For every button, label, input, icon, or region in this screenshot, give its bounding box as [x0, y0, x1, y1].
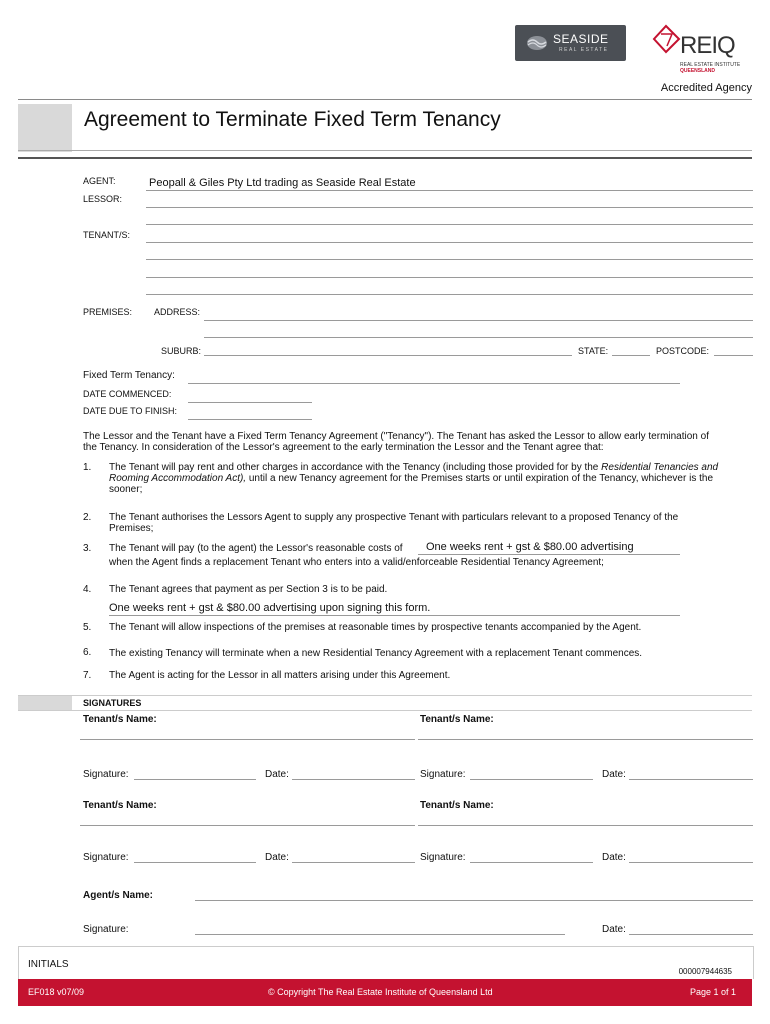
- lessor-label: LESSOR:: [83, 194, 123, 204]
- clause-3-text-b: when the Agent finds a replacement Tenant who enters into a valid/enforceable Residential Tenancy Agreement;: [109, 557, 604, 568]
- clause-4-number: 4.: [83, 584, 92, 595]
- seaside-sub: REAL ESTATE: [559, 47, 609, 53]
- header-divider: [18, 99, 752, 100]
- postcode-field[interactable]: [714, 355, 753, 356]
- finish-label: DATE DUE TO FINISH:: [83, 406, 178, 416]
- agent-date-field[interactable]: [629, 934, 753, 935]
- commenced-label: DATE COMMENCED:: [83, 389, 172, 399]
- signature-label-1: Signature:: [83, 769, 129, 780]
- clause-7-number: 7.: [83, 670, 92, 681]
- title-marker: [18, 104, 72, 152]
- date-field-1[interactable]: [292, 779, 415, 780]
- agent-label: AGENT:: [83, 176, 116, 186]
- clause-1-number: 1.: [83, 462, 92, 473]
- reiq-mark: REIQ: [680, 32, 735, 59]
- page-number: Page 1 of 1: [689, 987, 736, 997]
- seaside-name: SEASIDE: [553, 32, 609, 46]
- fixed-term-field[interactable]: [188, 383, 680, 384]
- signatures-rule-top: [18, 695, 752, 696]
- reiq-line1: REAL ESTATE INSTITUTE: [680, 62, 741, 68]
- seaside-logo: [515, 25, 626, 61]
- date-field-3[interactable]: [292, 862, 415, 863]
- agent-date-label: Date:: [602, 924, 626, 935]
- commenced-field[interactable]: [188, 402, 312, 403]
- tenant-field-4[interactable]: [146, 294, 753, 295]
- signature-field-4[interactable]: [470, 862, 593, 863]
- lessor-field-1[interactable]: [146, 207, 753, 208]
- clause-5-text: The Tenant will allow inspections of the premises at reasonable times by prospective tenants accompanied by the Agent.: [109, 622, 642, 633]
- title-rule: [18, 150, 752, 151]
- clause-4-field[interactable]: [109, 615, 680, 616]
- clause-1-act: Residential Tenancies and Rooming Accommodation Act),: [109, 462, 719, 484]
- copyright: © Copyright The Real Estate Institute of Queensland Ltd: [268, 987, 493, 997]
- footer-bar: [18, 979, 752, 1006]
- tenant-field-1[interactable]: [146, 242, 753, 243]
- initials-label: INITIALS: [28, 959, 69, 970]
- state-label: STATE:: [578, 346, 609, 356]
- tenants-label: TENANT/S:: [83, 230, 131, 240]
- clause-1-text: [109, 462, 734, 495]
- title-rule-thick: [18, 157, 752, 159]
- initials-box[interactable]: [18, 946, 754, 979]
- tenant-field-3[interactable]: [146, 277, 753, 278]
- clause-3-text-a: The Tenant will pay (to the agent) the Lessor's reasonable costs of: [109, 543, 403, 554]
- address-label: ADDRESS:: [154, 307, 201, 317]
- clause-3-field[interactable]: [418, 554, 680, 555]
- clause-3-number: 3.: [83, 543, 92, 554]
- tenant-name-field-2[interactable]: [418, 739, 753, 740]
- clause-1-text-a: The Tenant will pay rent and other charges in accordance with the Tenancy (including those provided for by the: [109, 462, 602, 473]
- agent-field[interactable]: [146, 190, 753, 191]
- clause-4-text: The Tenant agrees that payment as per Section 3 is to be paid.: [109, 584, 388, 595]
- agent-value[interactable]: Peopall & Giles Pty Ltd trading as Seaside Real Estate: [149, 177, 416, 189]
- date-field-2[interactable]: [629, 779, 753, 780]
- signature-field-2[interactable]: [470, 779, 593, 780]
- clause-2-text: The Tenant authorises the Lessors Agent to supply any prospective Tenant with particulars relevant to a proposed Tenancy of the Premises;: [109, 512, 679, 534]
- clause-6-number: 6.: [83, 647, 92, 658]
- date-label-2: Date:: [602, 769, 626, 780]
- tenant-name-field-3[interactable]: [80, 825, 415, 826]
- clause-1-text-b: until a new Tenancy agreement for the Premises starts or until expiration of the Tenancy, whichever is the sooner;: [109, 473, 714, 495]
- clause-4-fill[interactable]: One weeks rent + gst & $80.00 advertising upon signing this form.: [109, 602, 431, 614]
- agent-signature-label: Signature:: [83, 924, 129, 935]
- state-field[interactable]: [612, 355, 650, 356]
- document-number: 000007944635: [678, 967, 732, 976]
- date-field-4[interactable]: [629, 862, 753, 863]
- diamond-icon: [652, 24, 682, 56]
- signatures-rule: [18, 710, 752, 711]
- page-title: Agreement to Terminate Fixed Term Tenancy: [84, 108, 501, 131]
- clause-3-fill[interactable]: One weeks rent + gst & $80.00 advertising: [426, 541, 634, 553]
- tenant-name-label-3: Tenant/s Name:: [83, 800, 157, 811]
- clause-2-number: 2.: [83, 512, 92, 523]
- signatures-heading: SIGNATURES: [83, 698, 142, 708]
- tenant-name-field-1[interactable]: [80, 739, 415, 740]
- agent-name-field[interactable]: [195, 900, 753, 901]
- suburb-field[interactable]: [204, 355, 572, 356]
- reiq-logo: [652, 24, 762, 84]
- signatures-marker: [18, 695, 72, 710]
- agent-name-label: Agent/s Name:: [83, 890, 154, 901]
- clause-6-text: The existing Tenancy will terminate when a new Residential Tenancy Agreement with a replacement Tenant commences.: [109, 648, 643, 659]
- tenant-name-label-4: Tenant/s Name:: [420, 800, 494, 811]
- premises-label: PREMISES:: [83, 307, 133, 317]
- finish-field[interactable]: [188, 419, 312, 420]
- accredited-agency: Accredited Agency: [660, 82, 752, 94]
- tenant-field-2[interactable]: [146, 259, 753, 260]
- clause-7-text: The Agent is acting for the Lessor in all matters arising under this Agreement.: [109, 670, 451, 681]
- date-label-3: Date:: [265, 852, 289, 863]
- agent-signature-field[interactable]: [195, 934, 565, 935]
- lessor-field-2[interactable]: [146, 224, 753, 225]
- signature-field-3[interactable]: [134, 862, 256, 863]
- tenant-name-label-2: Tenant/s Name:: [420, 714, 494, 725]
- address-field-2[interactable]: [204, 337, 753, 338]
- intro-paragraph: The Lessor and the Tenant have a Fixed Term Tenancy Agreement ("Tenancy"). The Tenant has asked the Lessor to allow early termination of the Tenancy. In consideration of the Lessor's agreement to the early termination the Lessor and the Tenant agree that:: [83, 431, 709, 453]
- signature-label-4: Signature:: [420, 852, 466, 863]
- tenant-name-field-4[interactable]: [418, 825, 753, 826]
- form-code: EF018 v07/09: [28, 987, 85, 997]
- signature-field-1[interactable]: [134, 779, 256, 780]
- fixed-term-label: Fixed Term Tenancy:: [83, 370, 175, 381]
- postcode-label: POSTCODE:: [656, 346, 710, 356]
- signature-label-3: Signature:: [83, 852, 129, 863]
- date-label-1: Date:: [265, 769, 289, 780]
- clause-5-number: 5.: [83, 622, 92, 633]
- date-label-4: Date:: [602, 852, 626, 863]
- reiq-line2: QUEENSLAND: [680, 68, 716, 74]
- wave-icon: [525, 33, 549, 53]
- suburb-label: SUBURB:: [161, 346, 202, 356]
- signature-label-2: Signature:: [420, 769, 466, 780]
- address-field-1[interactable]: [204, 320, 753, 321]
- tenant-name-label-1: Tenant/s Name:: [83, 714, 157, 725]
